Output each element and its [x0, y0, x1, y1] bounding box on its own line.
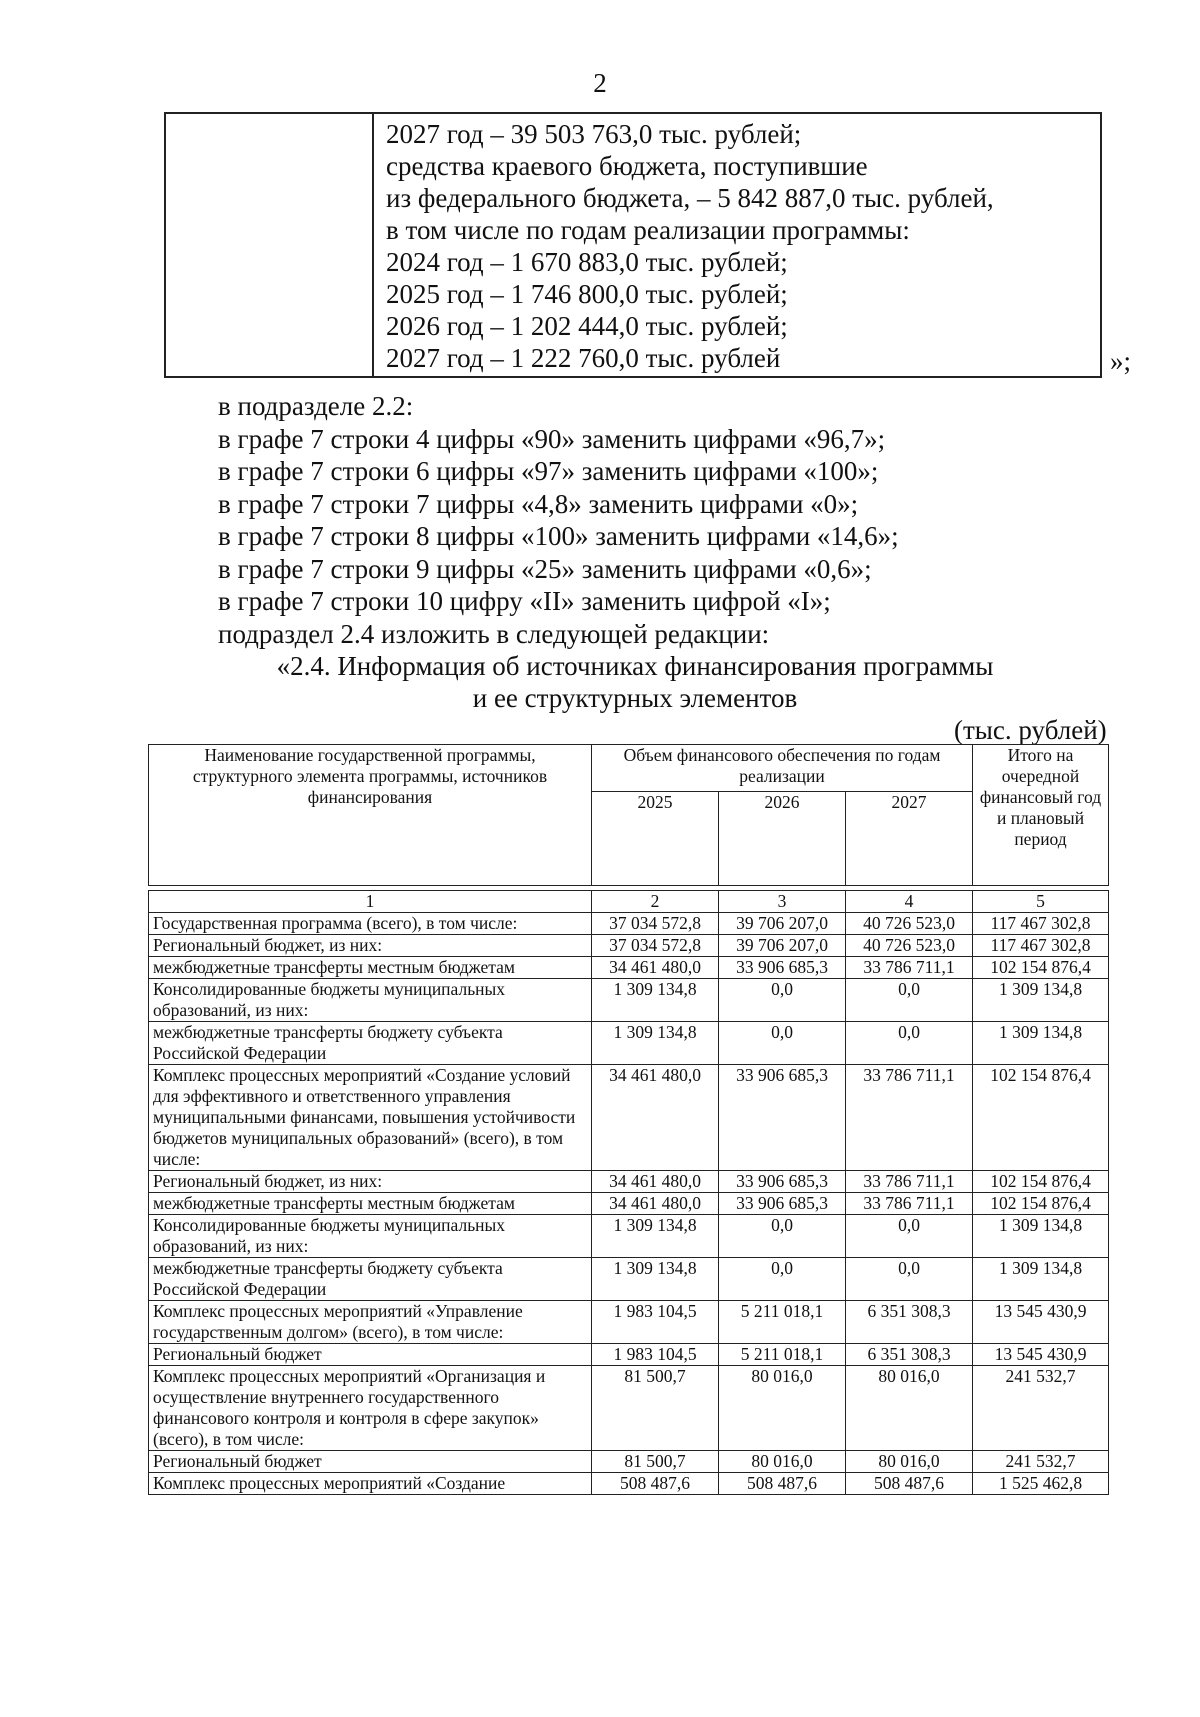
table-row [149, 913, 1109, 935]
closing-quote: »; [1110, 346, 1132, 376]
amendment-line: подраздел 2.4 изложить в следующей редакции: [218, 618, 770, 649]
row-value-2026: 33 906 685,3 [719, 1171, 846, 1193]
amendment-line: в графе 7 строки 4 цифры «90» заменить цифрами «96,7»; [218, 423, 886, 454]
header-total: Итого на очередной финансовый год и плановый период [973, 745, 1109, 886]
funding-line: в том числе по годам реализации программы: [386, 215, 910, 245]
row-value-2027: 33 786 711,1 [846, 1171, 973, 1193]
row-value-total: 1 309 134,8 [973, 1022, 1109, 1065]
row-name-cell: межбюджетные трансферты местным бюджетам [149, 1193, 592, 1215]
row-value-2026: 33 906 685,3 [719, 1193, 846, 1215]
row-value-total: 1 309 134,8 [973, 1258, 1109, 1301]
col-number: 3 [719, 891, 846, 913]
row-value-2026: 39 706 207,0 [719, 913, 846, 935]
row-value-2026: 508 487,6 [719, 1473, 846, 1495]
row-name-cell: Консолидированные бюджеты муниципальных образований, из них: [149, 1215, 592, 1258]
col-number: 4 [846, 891, 973, 913]
row-value-total: 102 154 876,4 [973, 957, 1109, 979]
row-name-cell: Комплекс процессных мероприятий «Управление государственным долгом» (всего), в том числе: [149, 1301, 592, 1344]
amendment-line: в графе 7 строки 7 цифры «4,8» заменить цифрами «0»; [218, 488, 859, 519]
row-value-2025: 1 309 134,8 [592, 1258, 719, 1301]
header-name: Наименование государственной программы, структурного элемента программы, источников финансирования [149, 745, 592, 886]
row-value-total: 1 525 462,8 [973, 1473, 1109, 1495]
funding-line: средства краевого бюджета, поступившие [386, 151, 868, 181]
table-row [149, 979, 1109, 1022]
row-value-2026: 0,0 [719, 979, 846, 1022]
section-title-line-1: «2.4. Информация об источниках финансирования программы [276, 651, 994, 681]
funding-line: из федерального бюджета, – 5 842 887,0 тыс. рублей, [386, 183, 994, 213]
amendment-line: в графе 7 строки 10 цифру «II» заменить цифрой «I»; [218, 586, 831, 616]
row-value-2026: 33 906 685,3 [719, 957, 846, 979]
funding-line: 2027 год – 39 503 763,0 тыс. рублей; [386, 119, 802, 149]
col-number: 1 [149, 891, 592, 913]
row-name-cell: Региональный бюджет [149, 1451, 592, 1473]
row-value-total: 117 467 302,8 [973, 913, 1109, 935]
row-value-total: 241 532,7 [973, 1451, 1109, 1473]
row-value-2025: 81 500,7 [592, 1451, 719, 1473]
amendments-list [218, 390, 899, 650]
table-row [149, 1366, 1109, 1451]
row-value-2027: 0,0 [846, 979, 973, 1022]
col-number: 5 [973, 891, 1109, 913]
row-name-cell: межбюджетные трансферты бюджету субъекта Российской Федерации [149, 1258, 592, 1301]
row-value-2027: 40 726 523,0 [846, 935, 973, 957]
header-year-2025: 2025 [592, 792, 719, 886]
header-volume: Объем финансового обеспечения по годам реализации [592, 745, 973, 792]
row-value-2025: 34 461 480,0 [592, 957, 719, 979]
row-value-2026: 80 016,0 [719, 1451, 846, 1473]
row-value-2025: 1 309 134,8 [592, 1022, 719, 1065]
header-year-2026: 2026 [719, 792, 846, 886]
row-name-cell: Региональный бюджет, из них: [149, 1171, 592, 1193]
row-value-total: 13 545 430,9 [973, 1301, 1109, 1344]
column-number-row [149, 891, 1109, 913]
table-row [149, 1065, 1109, 1171]
row-value-2027: 33 786 711,1 [846, 1065, 973, 1171]
empty-label-cell [166, 114, 374, 376]
header-year-2027: 2027 [846, 792, 973, 886]
table-row [149, 1171, 1109, 1193]
funding-line: 2026 год – 1 202 444,0 тыс. рублей; [386, 311, 788, 341]
funding-line: 2025 год – 1 746 800,0 тыс. рублей; [386, 279, 788, 309]
row-name-cell: Консолидированные бюджеты муниципальных образований, из них: [149, 979, 592, 1022]
row-value-2025: 1 309 134,8 [592, 1215, 719, 1258]
row-value-2025: 508 487,6 [592, 1473, 719, 1495]
row-value-2026: 5 211 018,1 [719, 1344, 846, 1366]
table-row [149, 1301, 1109, 1344]
row-value-2027: 33 786 711,1 [846, 1193, 973, 1215]
row-name-cell: Комплекс процессных мероприятий «Создание условий для эффективного и ответственного управления муниципальными финансами, повышения устойчивости бюджетов муниципальных образований» (всего), в том числе: [149, 1065, 592, 1171]
row-value-2027: 0,0 [846, 1258, 973, 1301]
section-title-line-2: и ее структурных элементов [472, 683, 798, 713]
row-value-2025: 1 309 134,8 [592, 979, 719, 1022]
col-number: 2 [592, 891, 719, 913]
row-value-total: 117 467 302,8 [973, 935, 1109, 957]
table-row [149, 1215, 1109, 1258]
funding-line: 2027 год – 1 222 760,0 тыс. рублей [386, 343, 781, 373]
row-value-2026: 0,0 [719, 1215, 846, 1258]
row-value-total: 1 309 134,8 [973, 979, 1109, 1022]
row-value-2025: 34 461 480,0 [592, 1193, 719, 1215]
row-value-2026: 33 906 685,3 [719, 1065, 846, 1171]
header-row [149, 745, 1109, 792]
funding-line: 2024 год – 1 670 883,0 тыс. рублей; [386, 247, 788, 277]
row-value-total: 13 545 430,9 [973, 1344, 1109, 1366]
row-name-cell: Комплекс процессных мероприятий «Организация и осуществление внутреннего государственного финансового контроля и контроля в сфере закупок» (всего), в том числе: [149, 1366, 592, 1451]
table-row [149, 935, 1109, 957]
row-name-cell: межбюджетные трансферты местным бюджетам [149, 957, 592, 979]
row-value-total: 102 154 876,4 [973, 1065, 1109, 1171]
row-name-cell: Государственная программа (всего), в том числе: [149, 913, 592, 935]
table-row [149, 1258, 1109, 1301]
row-value-2025: 34 461 480,0 [592, 1065, 719, 1171]
row-value-2027: 6 351 308,3 [846, 1344, 973, 1366]
row-value-2026: 5 211 018,1 [719, 1301, 846, 1344]
row-value-2027: 0,0 [846, 1022, 973, 1065]
row-value-2025: 37 034 572,8 [592, 913, 719, 935]
amendment-line: в графе 7 строки 9 цифры «25» заменить цифрами «0,6»; [218, 553, 872, 584]
row-name-cell: Региональный бюджет, из них: [149, 935, 592, 957]
table-row [149, 1473, 1109, 1495]
row-value-total: 1 309 134,8 [973, 1215, 1109, 1258]
row-value-2026: 0,0 [719, 1258, 846, 1301]
row-value-total: 241 532,7 [973, 1366, 1109, 1451]
row-name-cell: межбюджетные трансферты бюджету субъекта Российской Федерации [149, 1022, 592, 1065]
row-value-2027: 6 351 308,3 [846, 1301, 973, 1344]
funding-text-cell [374, 114, 1100, 376]
row-value-2027: 508 487,6 [846, 1473, 973, 1495]
row-name-cell: Комплекс процессных мероприятий «Создание [149, 1473, 592, 1495]
row-value-2026: 39 706 207,0 [719, 935, 846, 957]
row-value-2026: 0,0 [719, 1022, 846, 1065]
page-number: 2 [593, 68, 607, 98]
row-value-2027: 80 016,0 [846, 1366, 973, 1451]
table-row [149, 1451, 1109, 1473]
row-value-2026: 80 016,0 [719, 1366, 846, 1451]
units-label: (тыс. рублей) [954, 715, 1107, 745]
amendment-line: в графе 7 строки 8 цифры «100» заменить цифрами «14,6»; [218, 521, 899, 551]
row-value-2027: 80 016,0 [846, 1451, 973, 1473]
financing-table [148, 744, 1109, 1495]
amendment-line: в подразделе 2.2: [218, 391, 414, 421]
row-value-2025: 81 500,7 [592, 1366, 719, 1451]
row-value-2027: 33 786 711,1 [846, 957, 973, 979]
table-row [149, 1344, 1109, 1366]
amendment-line: в графе 7 строки 6 цифры «97» заменить цифрами «100»; [218, 456, 879, 486]
row-value-2025: 1 983 104,5 [592, 1344, 719, 1366]
row-name-cell: Региональный бюджет [149, 1344, 592, 1366]
row-value-total: 102 154 876,4 [973, 1193, 1109, 1215]
table-row [149, 1022, 1109, 1065]
row-value-2025: 1 983 104,5 [592, 1301, 719, 1344]
row-value-2025: 34 461 480,0 [592, 1171, 719, 1193]
passport-continuation-box [164, 112, 1102, 378]
row-value-total: 102 154 876,4 [973, 1171, 1109, 1193]
row-value-2025: 37 034 572,8 [592, 935, 719, 957]
row-value-2027: 0,0 [846, 1215, 973, 1258]
row-value-2027: 40 726 523,0 [846, 913, 973, 935]
table-row [149, 957, 1109, 979]
table-row [149, 1193, 1109, 1215]
